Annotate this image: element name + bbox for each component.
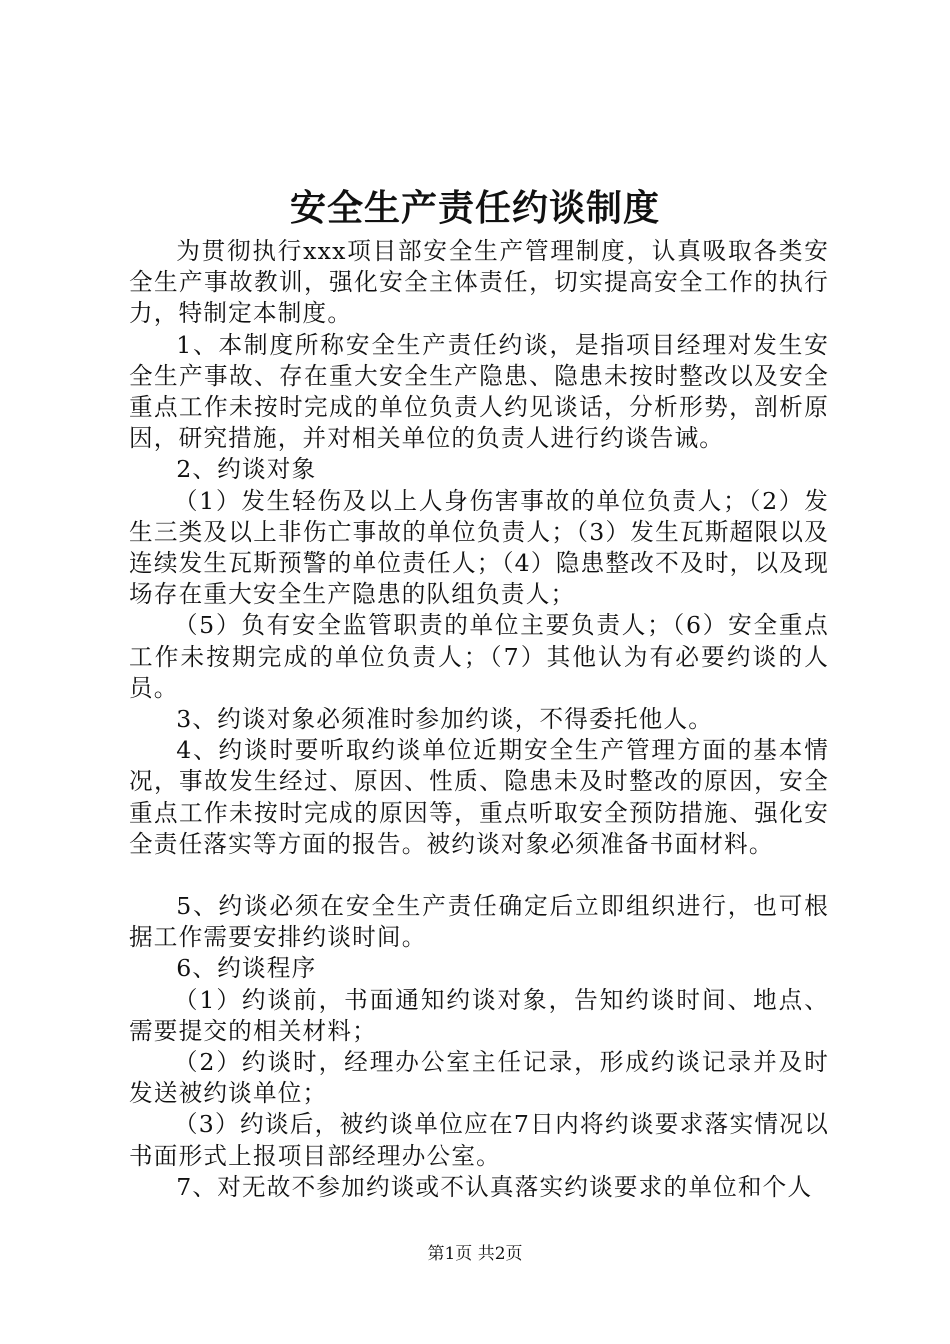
page-number-footer: 第1页 共2页	[427, 1244, 523, 1264]
clause-2-heading: 2、约谈对象	[176, 455, 317, 484]
clause-3-paragraph: 3、约谈对象必须准时参加约谈，不得委托他人。	[176, 705, 714, 734]
clause-2-items-1-4: （1）发生轻伤及以上人身伤害事故的单位负责人；（2）发生三类及以上非伤亡事故的单位负责人；（3）发生瓦斯超限以及连续发生瓦斯预警的单位责任人；（4）隐患整改不及时，以及现场存在重大安全生产隐患的队组负责人；	[129, 486, 829, 609]
clause-5-paragraph: 5、约谈必须在安全生产责任确定后立即组织进行，也可根据工作需要安排约谈时间。	[129, 892, 829, 952]
clause-6-step-3: （3）约谈后，被约谈单位应在7日内将约谈要求落实情况以书面形式上报项目部经理办公室。	[129, 1110, 829, 1170]
clause-4-paragraph: 4、约谈时要听取约谈单位近期安全生产管理方面的基本情况，事故发生经过、原因、性质、隐患未及时整改的原因，安全重点工作未按时完成的原因等，重点听取安全预防措施、强化安全责任落实等方面的报告。被约谈对象必须准备书面材料。	[129, 736, 829, 858]
document-title: 安全生产责任约谈制度	[289, 187, 660, 229]
clause-6-step-2: （2）约谈时，经理办公室主任记录，形成约谈记录并及时发送被约谈单位；	[129, 1048, 829, 1108]
intro-paragraph: 为贯彻执行xxx项目部安全生产管理制度，认真吸取各类安全生产事故教训，强化安全主体责任，切实提高安全工作的执行力，特制定本制度。	[129, 237, 829, 328]
clause-2-items-5-7: （5）负有安全监管职责的单位主要负责人；（6）安全重点工作未按期完成的单位负责人；（7）其他认为有必要约谈的人员。	[129, 611, 829, 702]
clause-6-step-1: （1）约谈前，书面通知约谈对象，告知约谈时间、地点、需要提交的相关材料；	[129, 985, 829, 1045]
document-body	[129, 236, 829, 1203]
clause-1-paragraph: 1、本制度所称安全生产责任约谈，是指项目经理对发生安全生产事故、存在重大安全生产隐患、隐患未按时整改以及安全重点工作未按时完成的单位负责人约见谈话，分析形势，剖析原因，研究措施，并对相关单位的负责人进行约谈告诫。	[129, 330, 829, 453]
clause-7-paragraph: 7、对无故不参加约谈或不认真落实约谈要求的单位和个人	[176, 1172, 813, 1201]
clause-6-heading: 6、约谈程序	[176, 954, 317, 983]
